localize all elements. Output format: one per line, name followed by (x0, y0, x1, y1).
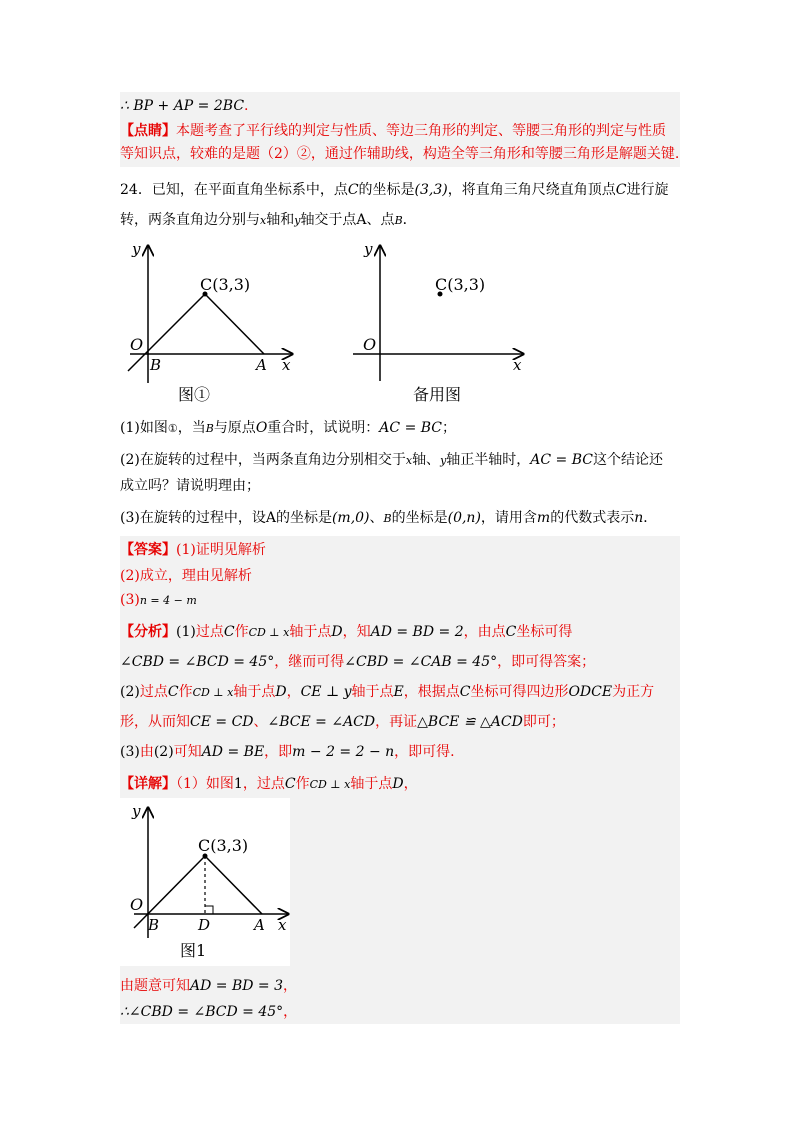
detail-line-1 (120, 774, 418, 795)
dianjing-text-1: 本题考查了平行线的判定与性质、等边三角形的判定、等腰三角形的判定与性质 (176, 123, 666, 139)
math-var: m (536, 510, 551, 526)
answer-text: (3) (120, 592, 140, 608)
problem-text: 的坐标是 (358, 182, 415, 198)
analysis-text: ，继而可得 (274, 654, 345, 670)
figure-1 (110, 238, 310, 408)
q-text: ，当 (177, 420, 206, 436)
dianjing-line-1 (120, 121, 666, 141)
analysis-tag: 【分析】 (120, 624, 176, 640)
problem-text: 轴和 (266, 212, 295, 228)
math-var: B (394, 214, 403, 227)
math-expr: AD = BD = 3 (190, 978, 284, 994)
analysis-text: 作 (178, 684, 193, 700)
conclusion-line (120, 96, 248, 116)
ruler-edge-ca (205, 856, 262, 914)
math-coord: (3,3) (414, 182, 448, 198)
analysis-text: ，知 (342, 624, 371, 640)
math-var: C (284, 776, 296, 792)
d-label: D (198, 916, 211, 934)
math-expr: ODCE (568, 684, 613, 700)
math-expr: AD = BD = 2 (370, 624, 464, 640)
math-expr: ∠CBD = ∠CAB = 45° (344, 654, 498, 670)
q-text: 重合时，试说明： (267, 420, 380, 436)
analysis-text: 轴于点 (289, 624, 332, 640)
y-label: y (132, 802, 141, 820)
math-var: n (634, 510, 644, 526)
c-label: C(3,3) (200, 275, 251, 294)
origin-label: O (363, 335, 377, 354)
dianjing-text-2: 等知识点，较难的是题（2）②，通过作辅助线，构造全等三角形和等腰三角形是解题关键. (120, 146, 680, 162)
analysis-text: ， (286, 684, 301, 700)
analysis-text: ，即可得. (394, 744, 455, 760)
detail-tag: 【详解】 (120, 776, 176, 792)
figure-caption: 图① (178, 385, 211, 404)
analysis-text: 过点 (195, 624, 224, 640)
problem-text: ，将直角三角尺绕直角顶点 (447, 182, 616, 198)
analysis-text: ，由点 (463, 624, 506, 640)
math-var: C (167, 684, 179, 700)
x-label: x (282, 356, 291, 374)
analysis-line-3 (120, 682, 654, 703)
dianjing-line-2 (120, 144, 679, 164)
math-expr: (2) (153, 744, 174, 760)
y-label: y (132, 240, 141, 258)
problem-text: ． (402, 212, 417, 228)
detail-text: ， (403, 776, 418, 792)
q-text: 的坐标是 (391, 510, 448, 526)
math-var: y (294, 214, 301, 227)
analysis-text: 过点 (139, 684, 168, 700)
answer-text: (2)成立，理由见解析 (120, 568, 252, 584)
answer-line-1 (120, 540, 266, 560)
analysis-text: 可知 (173, 744, 202, 760)
problem-text: 进行旋 (626, 182, 669, 198)
math-expr: CE ⊥ y (300, 684, 352, 700)
b-label: B (150, 356, 162, 374)
q-text: 这个结论还 (593, 452, 663, 468)
detail-text: ， (283, 1004, 298, 1020)
analysis-line-4 (120, 712, 565, 732)
detail-line-3 (120, 1002, 297, 1022)
math-expr: (2) (120, 684, 140, 700)
math-var: B (383, 512, 392, 525)
analysis-text: 坐标可得 (516, 624, 573, 640)
math-var: x (260, 214, 267, 227)
math-expr: m − 2 = 2 − n (292, 744, 395, 760)
answer-line-2 (120, 566, 252, 586)
math-expr: CD ⊥ x (248, 626, 290, 639)
problem-line-1 (120, 180, 668, 200)
q-text: 成立吗？请说明理由； (120, 478, 260, 494)
analysis-text: ，即可得答案； (497, 654, 596, 670)
math-expr: (3) (120, 744, 140, 760)
math-var: D (331, 624, 343, 640)
math-expr: ∴∠CBD = ∠BCD = 45° (120, 1004, 284, 1020)
q-text: 、 (369, 510, 384, 526)
answer-text: (1)证明见解析 (176, 542, 266, 558)
math-var: C (505, 624, 517, 640)
analysis-text: 形，从而知 (120, 714, 190, 730)
b-label: B (148, 916, 160, 934)
math-expr: CD ⊥ x (192, 686, 234, 699)
analysis-text: 轴于点 (233, 684, 276, 700)
a-label: A (254, 916, 265, 934)
question-2 (120, 450, 663, 471)
q-text: ，请用含 (480, 510, 537, 526)
analysis-line-1 (120, 622, 572, 643)
question-1 (120, 418, 456, 439)
analysis-text: 由 (139, 744, 154, 760)
dianjing-tag: 【点睛】 (120, 123, 176, 139)
problem-text: 轴交于点A、点 (300, 212, 395, 228)
math-var: B (205, 422, 214, 435)
q-text: 的代数式表示 (550, 510, 635, 526)
math-var: C (459, 684, 471, 700)
analysis-text: ，即 (264, 744, 293, 760)
figure-caption: 备用图 (413, 385, 462, 404)
math-var: C (615, 182, 627, 198)
math-expr: AC = BC (379, 420, 443, 436)
c-label: C(3,3) (435, 275, 486, 294)
analysis-text: 即可； (522, 714, 565, 730)
math-expr: CE = CD (190, 714, 254, 730)
q-text: ① (167, 422, 178, 435)
a-label: A (256, 356, 267, 374)
math-var: D (392, 776, 404, 792)
detail-line-2 (120, 976, 297, 996)
c-label: C(3,3) (198, 836, 249, 855)
question-2-cont (120, 476, 260, 496)
math-var: x (405, 454, 413, 467)
problem-text: 转，两条直角边分别与 (120, 212, 260, 228)
q-text: 轴、 (412, 452, 441, 468)
math-expr: ∠CBD = ∠BCD = 45° (120, 654, 275, 670)
analysis-text: ，根据点 (403, 684, 460, 700)
math-expr: CD ⊥ x (309, 778, 351, 791)
answer-tag: 【答案】 (120, 542, 176, 558)
y-label: y (364, 240, 373, 258)
problem-text: 已知，在平面直角坐标系中，点 (151, 182, 348, 198)
math-var: D (275, 684, 287, 700)
analysis-text: 作 (234, 624, 249, 640)
conclusion-end: . (244, 98, 249, 114)
q-text: ． (643, 510, 658, 526)
math-expr: AC = BC (530, 452, 593, 468)
q-text: 与原点 (213, 420, 256, 436)
ruler-edge-cb (134, 856, 205, 928)
math-expr: AD = BE (201, 744, 265, 760)
ruler-edge-cb (128, 294, 205, 371)
right-angle-mark (205, 906, 213, 914)
math-coord: (m,0) (331, 510, 370, 526)
math-coord: (0,n) (447, 510, 481, 526)
detail-text: （1）如图 (176, 776, 234, 792)
figure-spare (345, 238, 545, 408)
question-3 (120, 508, 657, 529)
figure-detail-1 (120, 798, 290, 966)
figure-caption: 图1 (180, 941, 207, 960)
detail-text: ，过点 (242, 776, 285, 792)
math-var: O (255, 420, 268, 436)
math-expr: △BCE ≌ △ACD (417, 714, 523, 730)
detail-text: ， (283, 978, 298, 994)
analysis-line-5 (120, 742, 455, 762)
detail-text: 1 (233, 776, 243, 792)
math-expr: ∠BCE = ∠ACD (267, 714, 376, 730)
analysis-line-2 (120, 652, 595, 672)
problem-number: 24． (120, 182, 152, 198)
analysis-text: ，再证 (375, 714, 418, 730)
math-var: C (347, 182, 359, 198)
origin-label: O (130, 895, 144, 914)
ruler-edge-ca (205, 294, 264, 354)
answer-line-3 (120, 590, 197, 611)
problem-line-2 (120, 210, 417, 231)
detail-text: 作 (295, 776, 310, 792)
q-text: (3)在旋转的过程中，设A的坐标是 (120, 510, 332, 526)
q-text: ； (442, 420, 457, 436)
analysis-text: 坐标可得四边形 (470, 684, 569, 700)
analysis-text: 、 (253, 714, 268, 730)
analysis-text: 轴于点 (351, 684, 394, 700)
q-text: (2)在旋转的过程中，当两条直角边分别相交于 (120, 452, 406, 468)
math-var: y (440, 454, 447, 467)
answer-formula: n = 4 − m (139, 594, 197, 607)
origin-label: O (130, 335, 144, 354)
math-var: E (393, 684, 404, 700)
conclusion-formula: ∴ BP + AP = 2BC (120, 98, 245, 114)
detail-text: 由题意可知 (120, 978, 190, 994)
x-label: x (513, 356, 522, 374)
detail-text: 轴于点 (350, 776, 393, 792)
analysis-text: 为正方 (612, 684, 655, 700)
x-label: x (278, 916, 287, 934)
math-var: C (223, 624, 235, 640)
math-expr: (1) (176, 624, 196, 640)
q-text: 轴正半轴时， (446, 452, 531, 468)
q-text: (1)如图 (120, 420, 168, 436)
